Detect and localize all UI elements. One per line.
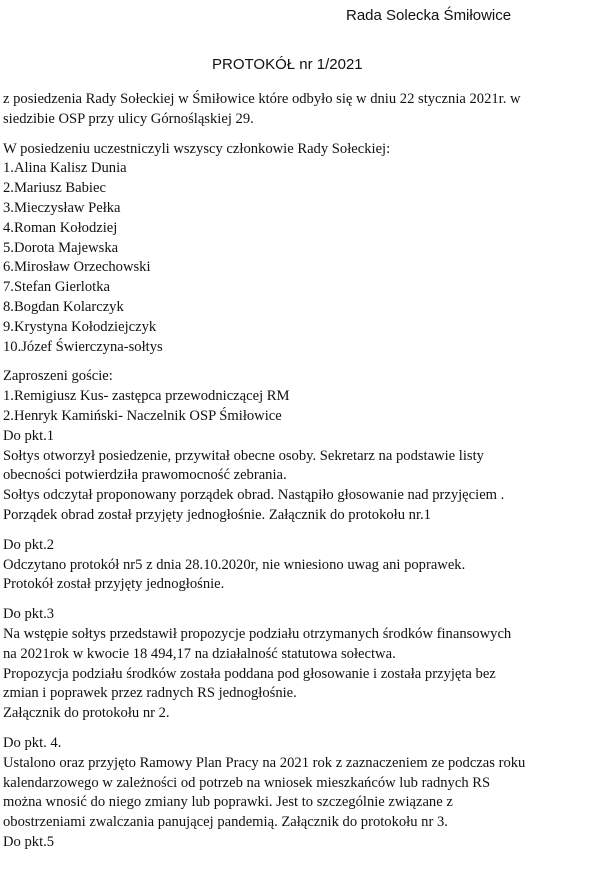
point-heading: Do pkt.2 [3,536,55,553]
member-item: 1.Alina Kalisz Dunia [3,160,127,177]
member-item: 4.Roman Kołodziej [3,219,118,236]
intro-line: z posiedzenia Rady Sołeckiej w Śmiłowice które odbyło się w dniu 22 stycznia 2021r. w [3,91,521,107]
point-line: Porządek obrad został przyjęty jednogłośnie. Załącznik do protokołu nr.1 [3,506,431,523]
point-4-section [3,734,595,833]
guest-item: 2.Henryk Kamiński- Naczelnik OSP Śmiłowice [3,407,282,424]
point-heading: Do pkt.5 [3,833,55,850]
point-line: Ustalono oraz przyjęto Ramowy Plan Pracy na 2021 rok z zaznaczeniem ze podczas roku [3,754,526,771]
document-title: PROTOKÓŁ nr 1/2021 [212,56,363,73]
point-line: obostrzeniami zwalczania panującej pandemią. Załącznik do protokołu nr 3. [3,814,448,831]
intro-line: siedzibie OSP przy ulicy Górnośląskiej 29. [3,110,254,127]
point-3-section [3,605,595,724]
point-1-section [3,427,595,526]
point-line: obecności potwierdziła prawomocność zebrania. [3,467,287,484]
header-organization: Rada Solecka Śmiłowice [346,7,512,24]
member-item: 5.Dorota Majewska [3,239,119,256]
point-line: Odczytano protokół nr5 z dnia 28.10.2020r, nie wniesiono uwag ani poprawek. [3,556,466,573]
guests-heading: Zaproszeni goście: [3,368,113,385]
point-line: Propozycja podziału środków została poddana pod głosowanie i została przyjęta bez [3,665,496,682]
point-line: Na wstępie sołtys przedstawił propozycje podziału otrzymanych środków finansowych [3,625,512,642]
member-item: 7.Stefan Gierlotka [3,279,110,296]
member-item: 3.Mieczysław Pełka [3,199,121,216]
member-item: 8.Bogdan Kolarczyk [3,298,124,315]
point-5-section [3,833,595,853]
point-line: Sołtys odczytał proponowany porządek obrad. Nastąpiło głosowanie nad przyjęciem . [3,487,505,504]
point-heading: Do pkt. 4. [3,734,62,751]
member-item: 9.Krystyna Kołodziejczyk [3,318,157,335]
point-2-section [3,536,595,595]
point-line: zmian i poprawek przez radnych RS jednogłośnie. [3,685,297,702]
guest-item: 1.Remigiusz Kus- zastępca przewodniczącej RM [3,388,290,405]
member-item: 2.Mariusz Babiec [3,180,106,197]
guests-section [3,367,595,426]
point-heading: Do pkt.3 [3,606,55,623]
point-line: na 2021rok w kwocie 18 494,17 na działalność statutowa sołectwa. [3,645,396,662]
point-line: Załącznik do protokołu nr 2. [3,705,170,722]
point-line: kalendarzowego w zależności od potrzeb na wniosek mieszkańców lub radnych RS [3,774,491,791]
document-body [3,90,595,853]
members-heading: W posiedzeniu uczestniczyli wszyscy członkowie Rady Sołeckiej: [3,140,391,157]
member-item: 6.Mirosław Orzechowski [3,259,151,276]
intro-paragraph [3,90,595,130]
members-section [3,140,595,358]
point-line: Protokół został przyjęty jednogłośnie. [3,576,225,593]
member-item: 10.Józef Świerczyna-sołtys [3,338,163,355]
point-heading: Do pkt.1 [3,427,55,444]
point-line: Sołtys otworzył posiedzenie, przywitał obecne osoby. Sekretarz na podstawie listy [3,447,484,464]
point-line: można wnosić do niego zmiany lub poprawki. Jest to szczególnie związane z [3,794,453,811]
